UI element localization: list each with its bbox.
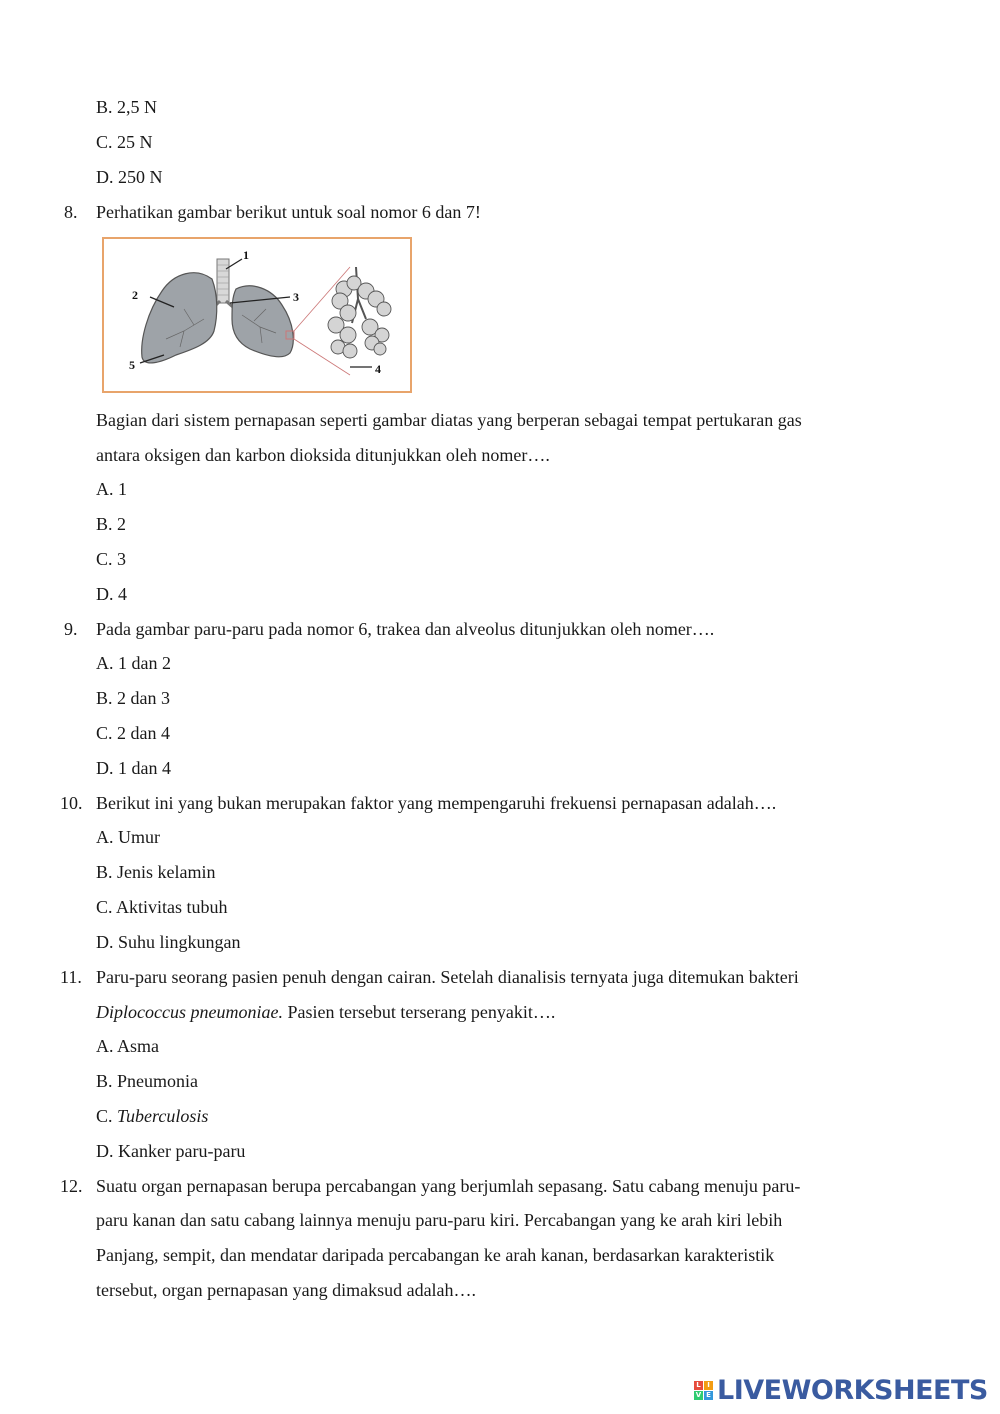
- q7-option-b: B. 2,5 N: [96, 97, 158, 117]
- figure-label-5: 5: [129, 358, 135, 372]
- q8-option-c: C. 3: [96, 549, 127, 569]
- q9-option-a: A. 1 dan 2: [96, 653, 171, 673]
- trachea-shape: [217, 259, 229, 303]
- figure-label-1: 1: [243, 248, 249, 262]
- lung-diagram-svg: [104, 239, 410, 391]
- q7-option-c: C. 25 N: [96, 132, 153, 152]
- logo-letter-l: L: [694, 1381, 703, 1390]
- logo-letter-i: I: [704, 1381, 713, 1390]
- q10-option-d: D. Suhu lingkungan: [96, 932, 241, 952]
- q12-number: 12.: [60, 1176, 83, 1196]
- q11-species-name: Diplococcus pneumoniae.: [96, 1002, 283, 1022]
- q11-question-line1: Paru-paru seorang pasien penuh dengan cairan. Setelah dianalisis ternyata juga ditemukan bakteri: [96, 967, 799, 987]
- q8-number: 8.: [64, 202, 78, 222]
- q11-option-a: A. Asma: [96, 1036, 159, 1056]
- q11-option-c-prefix: C.: [96, 1106, 118, 1126]
- logo-letter-e: E: [704, 1391, 713, 1400]
- right-lung-shape: [142, 273, 217, 363]
- q11-option-b: B. Pneumonia: [96, 1071, 198, 1091]
- left-lung-shape: [232, 286, 293, 357]
- q12-line1: Suatu organ pernapasan berupa percabangan yang berjumlah sepasang. Satu cabang menuju paru-: [96, 1176, 801, 1196]
- q9-number: 9.: [64, 619, 78, 639]
- logo-grid-icon: [694, 1381, 713, 1400]
- figure-label-3: 3: [293, 290, 299, 304]
- q11-option-c: [96, 1105, 208, 1127]
- q12-line2: paru kanan dan satu cabang lainnya menuju paru-paru kiri. Percabangan yang ke arah kiri lebih: [96, 1210, 783, 1230]
- q11-question-line2-rest: Pasien tersebut terserang penyakit….: [282, 1002, 556, 1022]
- q11-number: 11.: [60, 967, 82, 987]
- q10-number: 10.: [60, 793, 83, 813]
- q11-option-c-italic: Tuberculosis: [117, 1106, 209, 1126]
- q8-question: Perhatikan gambar berikut untuk soal nomor 6 dan 7!: [96, 202, 481, 222]
- lung-diagram: [102, 237, 412, 393]
- q9-option-b: B. 2 dan 3: [96, 688, 170, 708]
- q10-option-a: A. Umur: [96, 827, 160, 847]
- q10-question: Berikut ini yang bukan merupakan faktor yang mempengaruhi frekuensi pernapasan adalah….: [96, 793, 777, 813]
- q8-text-line2: antara oksigen dan karbon dioksida ditunjukkan oleh nomer….: [96, 445, 550, 465]
- q7-option-d: D. 250 N: [96, 167, 163, 187]
- logo-letter-v: V: [695, 1390, 702, 1399]
- logo-text: LIVEWORKSHEETS: [717, 1374, 988, 1406]
- q10-option-c: C. Aktivitas tubuh: [96, 897, 228, 917]
- q9-option-d: D. 1 dan 4: [96, 758, 171, 778]
- q12-line3: Panjang, sempit, dan mendatar daripada percabangan ke arah kanan, berdasarkan karakteristik: [96, 1245, 775, 1265]
- q8-option-d: D. 4: [96, 584, 127, 604]
- q12-line4: tersebut, organ pernapasan yang dimaksud adalah….: [96, 1280, 477, 1300]
- q8-option-a: A. 1: [96, 479, 127, 499]
- q10-option-b: B. Jenis kelamin: [96, 862, 216, 882]
- q8-option-b: B. 2: [96, 514, 127, 534]
- q11-option-d: D. Kanker paru-paru: [96, 1141, 246, 1161]
- q9-option-c: C. 2 dan 4: [96, 723, 170, 743]
- q8-text-line1: Bagian dari sistem pernapasan seperti gambar diatas yang berperan sebagai tempat pertukaran gas: [96, 410, 802, 430]
- liveworksheets-logo[interactable]: [694, 1373, 988, 1407]
- alveoli-cluster: [328, 276, 391, 358]
- q9-question: Pada gambar paru-paru pada nomor 6, trakea dan alveolus ditunjukkan oleh nomer….: [96, 619, 715, 639]
- q11-question-line2: [96, 1001, 555, 1023]
- figure-label-2: 2: [132, 288, 138, 302]
- figure-label-4: 4: [375, 362, 381, 376]
